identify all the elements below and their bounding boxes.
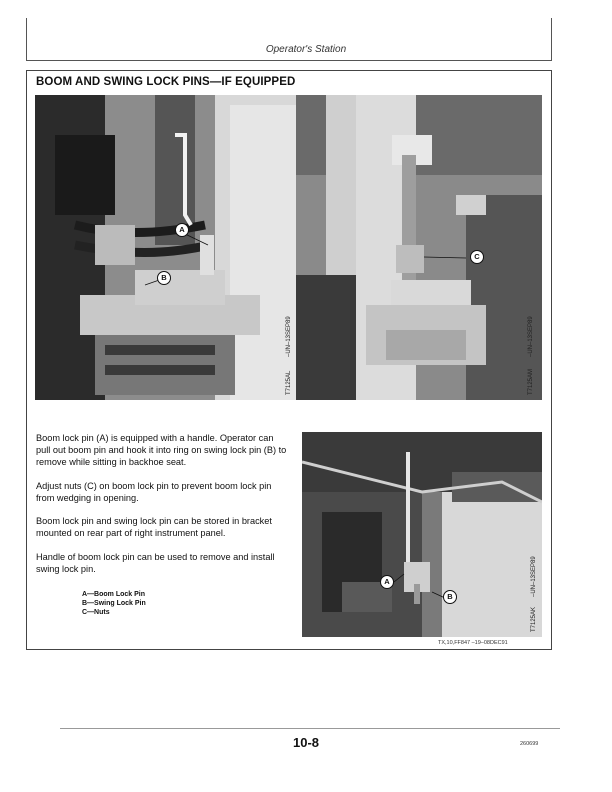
callout-a: A (380, 575, 394, 589)
photo-boom-lock-pin-graphic (35, 95, 300, 400)
legend-item-b: B—Swing Lock Pin (82, 600, 146, 607)
photo-nuts (296, 95, 542, 400)
photo-storage-bracket-graphic (302, 432, 542, 637)
photo-code-1: T7125AK (531, 606, 537, 632)
photo-storage-bracket (302, 432, 542, 637)
photo-code-2: –UN–13SEP89 (528, 316, 534, 357)
legend-item-a: A—Boom Lock Pin (82, 591, 146, 598)
source-code: TX,10,FF847 –19–08DEC91 (438, 640, 508, 646)
legend-item-c: C—Nuts (82, 609, 110, 616)
header-bottom-rule (26, 60, 552, 61)
callout-a: A (175, 223, 189, 237)
photo-code-2: –UN–13SEP89 (286, 316, 292, 357)
callout-b: B (443, 590, 457, 604)
paragraph-4: Handle of boom lock pin can be used to remove and install swing lock pin. (36, 552, 275, 574)
paragraph-2: Adjust nuts (C) on boom lock pin to prevent boom lock pin from wedging in opening. (36, 481, 272, 503)
section-title: BOOM AND SWING LOCK PINS—IF EQUIPPED (36, 76, 296, 88)
photo-code-1: T7125AL (286, 370, 292, 395)
footer-small-code: 260699 (520, 741, 539, 747)
paragraph-1: Boom lock pin (A) is equipped with a handle. Operator can pull out boom pin and hook it into ring on swing lock pin (B) to remove while sitting in backhoe seat. (36, 433, 287, 467)
photo-nuts-graphic (296, 95, 542, 400)
footer-rule (60, 728, 560, 729)
legend (82, 590, 146, 617)
callout-c: C (470, 250, 484, 264)
photo-code-1: T7125AM (528, 368, 534, 395)
page-header-title: Operator's Station (265, 44, 347, 55)
photo-code-2: –UN–13SEP89 (531, 556, 537, 597)
callout-b: B (157, 271, 171, 285)
page-number: 10-8 (292, 735, 320, 750)
paragraph-3: Boom lock pin and swing lock pin can be stored in bracket mounted on rear part of right instrument panel. (36, 516, 272, 538)
photo-boom-lock-pin (35, 95, 300, 400)
